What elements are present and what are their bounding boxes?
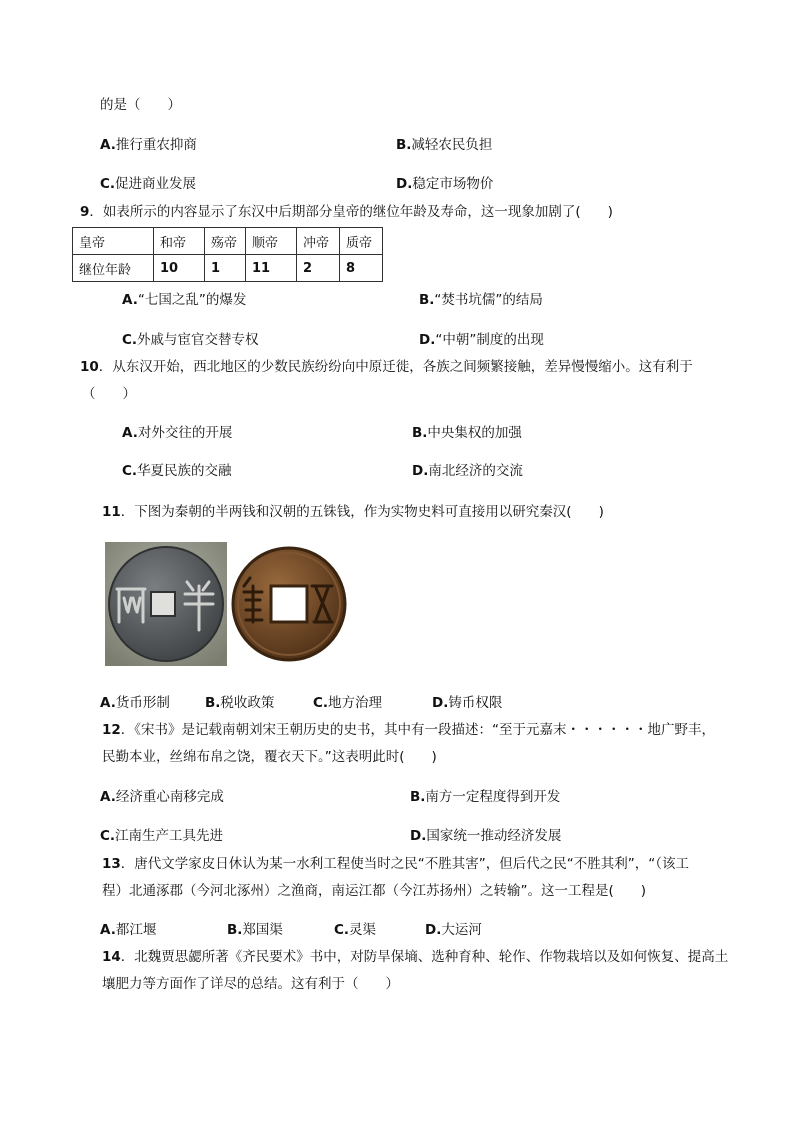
table-cell: 10 <box>154 255 205 282</box>
q13-stem-line2: 程）北通涿郡（今河北涿州）之渔商，南运江都（今江苏扬州）之转输”。这一工程是( ) <box>102 883 647 899</box>
table-cell: 继位年龄 <box>73 255 154 282</box>
q9-table <box>72 227 383 282</box>
q8-option-a[interactable]: A.推行重农抑商 <box>100 137 197 153</box>
table-cell: 2 <box>297 255 340 282</box>
q8-option-c[interactable]: C.促进商业发展 <box>100 176 197 192</box>
q13-option-d[interactable]: D.大运河 <box>425 922 482 938</box>
q12-option-d[interactable]: D.国家统一推动经济发展 <box>410 828 562 844</box>
q9-option-a[interactable]: A.“七国之乱”的爆发 <box>122 292 247 308</box>
q8-stem-tail: 的是（ ） <box>100 97 181 113</box>
q11-option-c[interactable]: C.地方治理 <box>313 695 383 711</box>
q11-option-d[interactable]: D.铸币权限 <box>432 695 503 711</box>
table-cell: 顺帝 <box>246 228 297 255</box>
q10-option-d[interactable]: D.南北经济的交流 <box>412 463 523 479</box>
q10-option-a[interactable]: A.对外交往的开展 <box>122 425 233 441</box>
table-cell: 殇帝 <box>205 228 246 255</box>
q10-stem-line1: 10．从东汉开始，西北地区的少数民族纷纷向中原迁徙，各族之间频繁接触，差异慢慢缩小。这有利于 <box>80 359 693 375</box>
q10-stem-line2: （ ） <box>82 386 136 402</box>
q12-option-c[interactable]: C.江南生产工具先进 <box>100 828 224 844</box>
table-cell: 和帝 <box>154 228 205 255</box>
table-cell: 8 <box>340 255 383 282</box>
q9-stem: 9．如表所示的内容显示了东汉中后期部分皇帝的继位年龄及寿命，这一现象加剧了( ) <box>80 204 613 220</box>
q8-option-d[interactable]: D.稳定市场物价 <box>396 176 494 192</box>
table-cell: 皇帝 <box>73 228 154 255</box>
q8-option-b[interactable]: B.减轻农民负担 <box>396 137 493 153</box>
q14-stem-line1: 14．北魏贾思勰所著《齐民要术》书中，对防旱保墒、选种育种、轮作、作物栽培以及如何恢复、提高土 <box>102 949 729 965</box>
q13-stem-line1: 13．唐代文学家皮日休认为某一水利工程使当时之民“不胜其害”，但后代之民“不胜其利”，“（该工 <box>102 856 690 872</box>
q14-stem-line2: 壤肥力等方面作了详尽的总结。这有利于（ ） <box>102 976 399 992</box>
q9-table-header-row <box>73 228 383 255</box>
q9-table-value-row <box>73 255 383 282</box>
table-cell: 冲帝 <box>297 228 340 255</box>
q12-stem-line2: 民勤本业，丝绵布帛之饶，覆衣天下。”这表明此时( ) <box>102 749 437 765</box>
q13-option-a[interactable]: A.都江堰 <box>100 922 157 938</box>
table-cell: 11 <box>246 255 297 282</box>
q13-option-b[interactable]: B.郑国渠 <box>227 922 283 938</box>
q11-stem: 11．下图为秦朝的半两钱和汉朝的五铢钱，作为实物史料可直接用以研究秦汉( ) <box>102 504 604 520</box>
table-cell: 1 <box>205 255 246 282</box>
q12-stem-line1: 12．《宋书》是记载南朝刘宋王朝历史的史书，其中有一段描述：“至于元嘉末・・・・・・地广野丰， <box>102 722 716 738</box>
q10-option-b[interactable]: B.中央集权的加强 <box>412 425 522 441</box>
q10-option-c[interactable]: C.华夏民族的交融 <box>122 463 232 479</box>
q9-option-c[interactable]: C.外戚与宦官交替专权 <box>122 332 259 348</box>
q9-option-b[interactable]: B.“焚书坑儒”的结局 <box>419 292 543 308</box>
banliang-coin-image <box>105 542 227 666</box>
q11-option-a[interactable]: A.货币形制 <box>100 695 170 711</box>
q13-option-c[interactable]: C.灵渠 <box>334 922 377 938</box>
q11-option-b[interactable]: B.税收政策 <box>205 695 275 711</box>
q9-option-d[interactable]: D.“中朝”制度的出现 <box>419 332 544 348</box>
q12-option-b[interactable]: B.南方一定程度得到开发 <box>410 789 561 805</box>
wuzhu-coin-image <box>228 542 350 666</box>
table-cell: 质帝 <box>340 228 383 255</box>
q12-option-a[interactable]: A.经济重心南移完成 <box>100 789 224 805</box>
